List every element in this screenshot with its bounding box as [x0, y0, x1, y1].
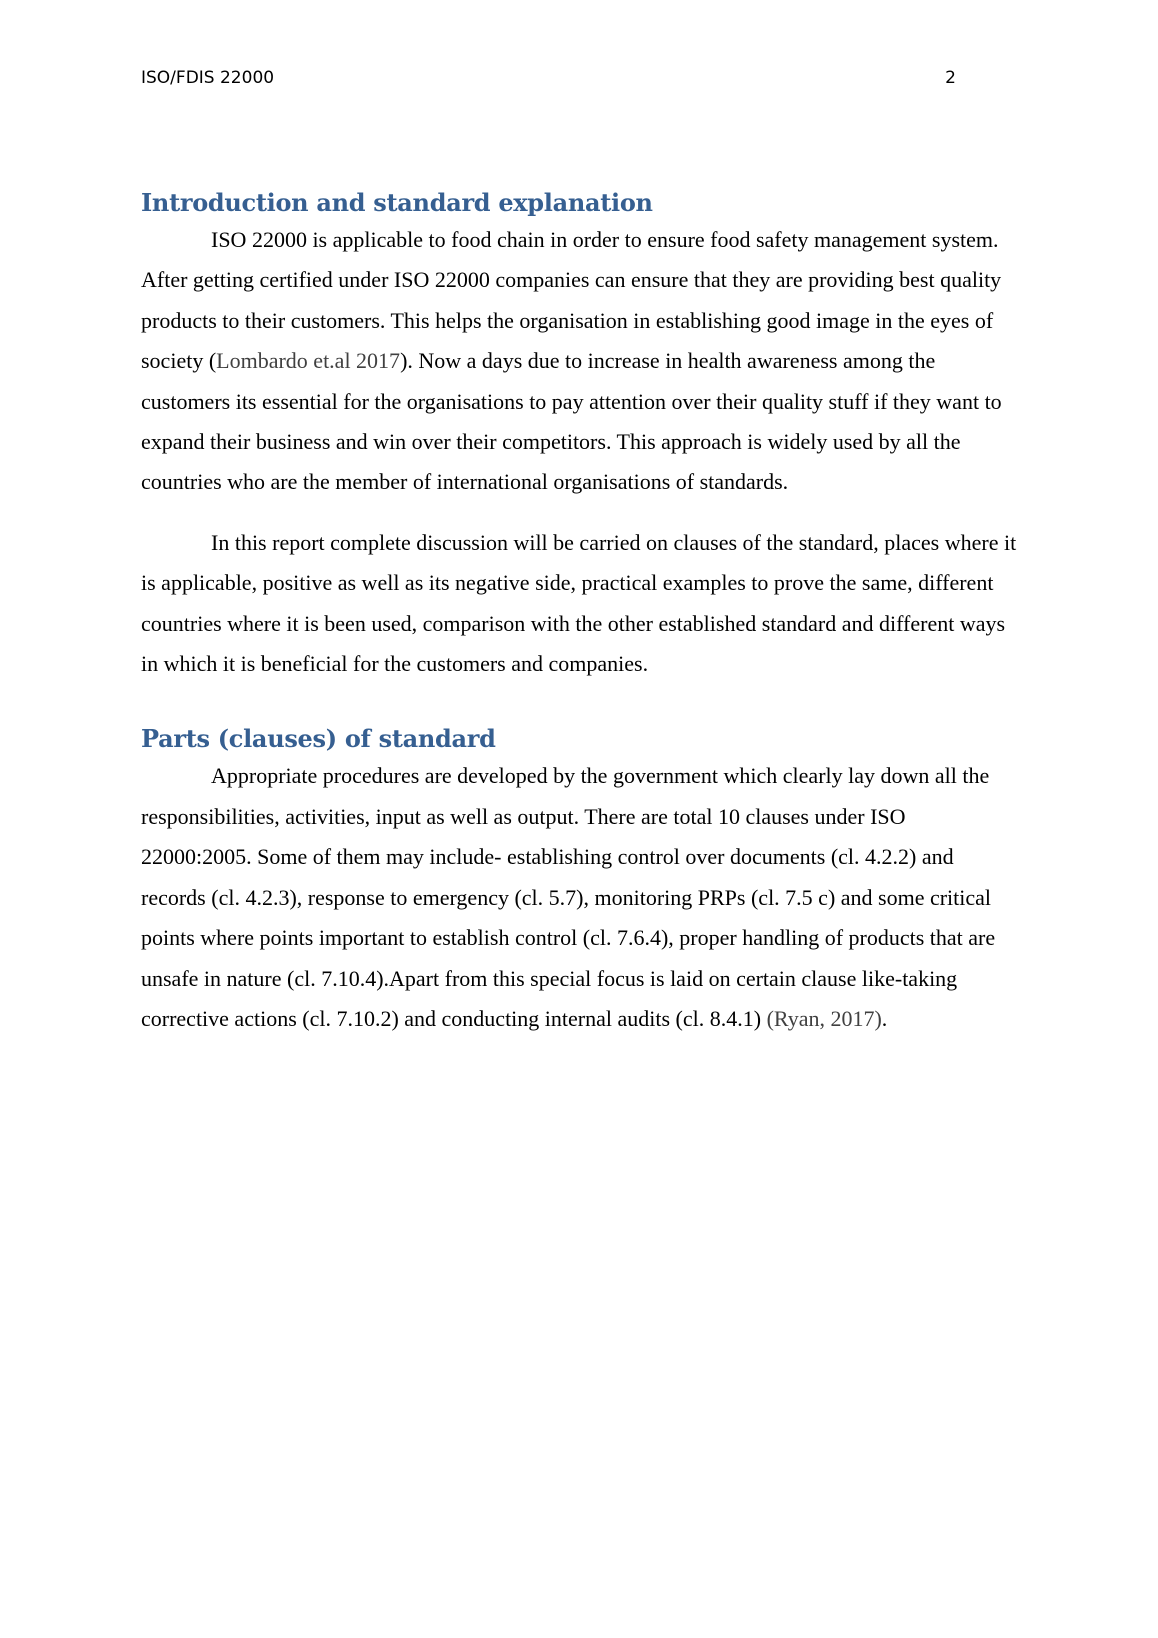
section-heading: Parts (clauses) of standard: [141, 724, 496, 754]
paragraph-text: ISO 22000 is applicable to food chain in order to ensure food safety management system. After getting certified under ISO 22000 companies can ensure that they are providing best quality products to their customers. This helps the organisation in establishing good image in the eyes of society (: [141, 227, 1002, 374]
citation: (Ryan, 2017): [766, 1005, 882, 1031]
paragraph-text: In this report complete discussion will be carried on clauses of the standard, places where it is applicable, positive as well as its negative side, practical examples to prove the same, different countries where it is been used, comparison with the other established standard and different ways in which it is beneficial for the customers and companies.: [141, 529, 1017, 677]
section-heading: Introduction and standard explanation: [141, 188, 653, 217]
section-clauses: [141, 722, 1021, 1039]
header-title: ISO/FDIS 22000: [141, 68, 275, 88]
paragraph-text: ). Now a days due to increase in health awareness among the customers its essential for the organisations to pay attention over their quality stuff if they want to expand their business and win over their competitors. This approach is widely used by all the countries who are the member of international organisations of standards.: [141, 348, 1002, 495]
paragraph: [141, 523, 1021, 685]
paragraph: [141, 220, 1021, 503]
citation: Lombardo et.al 2017: [216, 348, 401, 374]
paragraph-text: .: [881, 1005, 888, 1031]
paragraph-text: Appropriate procedures are developed by the government which clearly lay down all the responsibilities, activities, input as well as output. There are total 10 clauses under ISO 22000:2005. Some of them may include- establishing control over documents (cl. 4.2.2) and records (cl. 4.2.3), response to emergency (cl. 5.7), monitoring PRPs (cl. 7.5 c) and some critical points where points important to establish control (cl. 7.6.4), proper handling of products that are unsafe in nature (cl. 7.10.4).Apart from this special focus is laid on certain clause like-taking corrective actions (cl. 7.10.2) and conducting internal audits (cl. 8.4.1): [141, 763, 996, 1031]
section-introduction: [141, 186, 1021, 684]
page-header: [141, 68, 956, 88]
page-number: 2: [945, 68, 956, 88]
paragraph: [141, 756, 1021, 1039]
document-body: [141, 186, 1021, 1059]
